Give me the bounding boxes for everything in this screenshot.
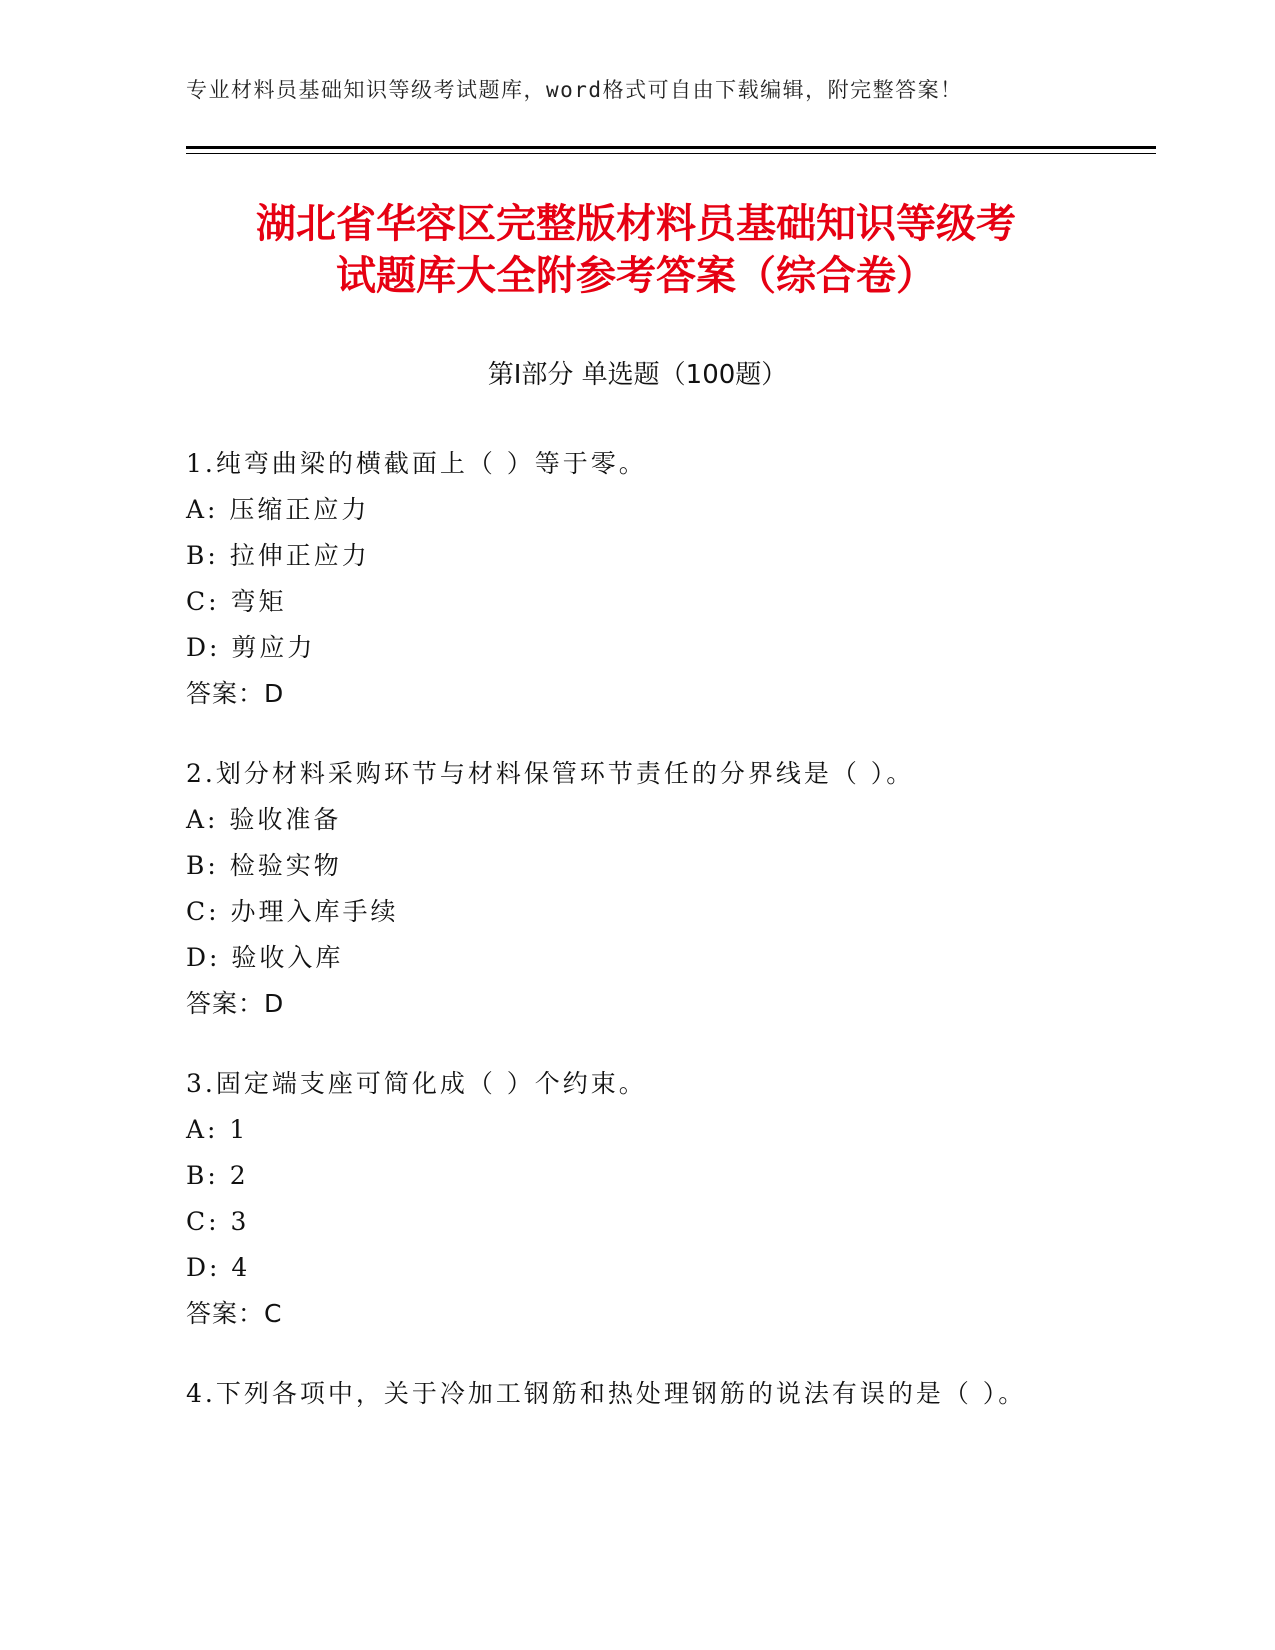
section-heading: 第Ⅰ部分 单选题（100题） xyxy=(487,360,788,390)
option-a: A: 验收准备 xyxy=(186,805,342,834)
answer: 答案：D xyxy=(186,679,285,708)
question-stem: 1.纯弯曲梁的横截面上（ ）等于零。 xyxy=(186,449,647,478)
option-d: D: 剪应力 xyxy=(186,633,316,662)
option-a: A: 压缩正应力 xyxy=(186,495,370,524)
option-c: C: 弯矩 xyxy=(186,587,287,616)
option-c: C: 3 xyxy=(186,1207,250,1236)
question-3 xyxy=(186,1061,1146,1337)
question-list xyxy=(186,441,1146,1451)
question-4 xyxy=(186,1371,1146,1417)
question-stem: 3.固定端支座可简化成（ ）个约束。 xyxy=(186,1069,647,1098)
question-2 xyxy=(186,751,1146,1027)
option-d: D: 4 xyxy=(186,1253,251,1282)
title-line-1: 湖北省华容区完整版材料员基础知识等级考 xyxy=(256,201,1016,247)
option-c: C: 办理入库手续 xyxy=(186,897,399,926)
document-title xyxy=(186,198,1086,302)
title-line-2: 试题库大全附参考答案（综合卷） xyxy=(336,253,936,299)
header-rule-thin xyxy=(186,153,1156,154)
question-1 xyxy=(186,441,1146,717)
option-a: A: 1 xyxy=(186,1115,249,1144)
header-note: 专业材料员基础知识等级考试题库，word格式可自由下载编辑，附完整答案！ xyxy=(186,78,963,102)
answer: 答案：C xyxy=(186,1299,283,1328)
header-rule-thick xyxy=(186,146,1156,149)
question-stem: 4.下列各项中，关于冷加工钢筋和热处理钢筋的说法有误的是（ ）。 xyxy=(186,1379,1027,1408)
option-b: B: 2 xyxy=(186,1161,249,1190)
option-d: D: 验收入库 xyxy=(186,943,344,972)
answer: 答案：D xyxy=(186,989,285,1018)
option-b: B: 拉伸正应力 xyxy=(186,541,370,570)
question-stem: 2.划分材料采购环节与材料保管环节责任的分界线是（ ）。 xyxy=(186,759,915,788)
option-b: B: 检验实物 xyxy=(186,851,342,880)
